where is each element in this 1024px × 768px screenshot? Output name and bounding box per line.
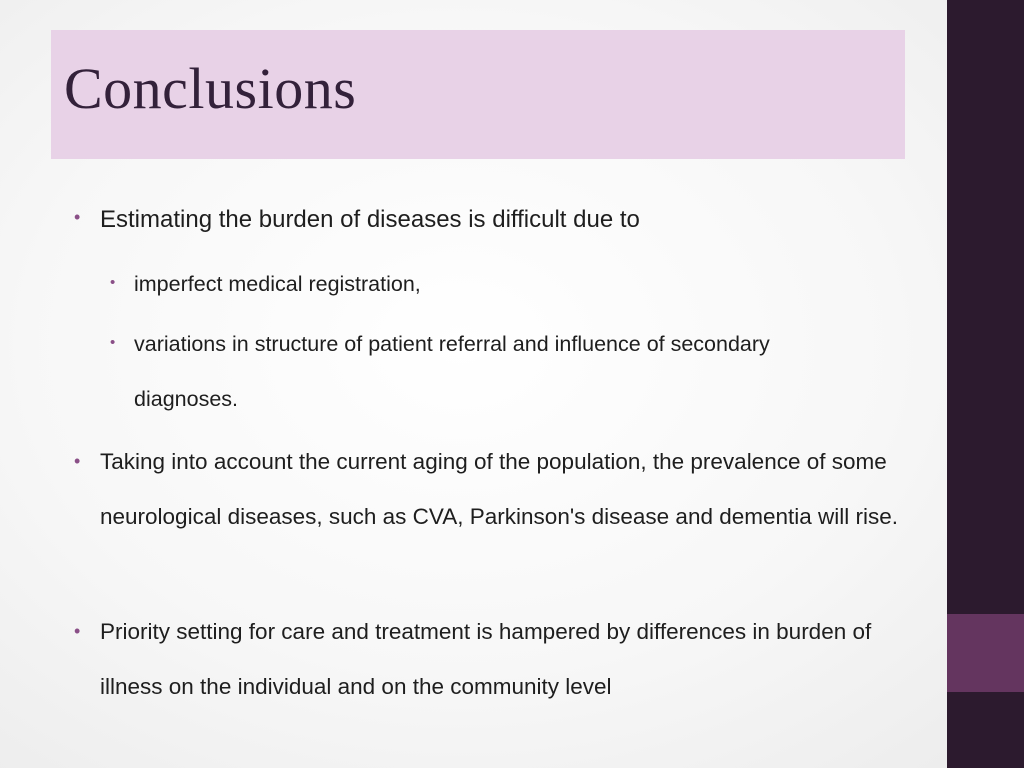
sub-bullet-item xyxy=(110,257,904,312)
bullet-dot-icon: • xyxy=(74,451,81,471)
sub-bullet-item xyxy=(110,317,854,427)
bullet-text: Estimating the burden of diseases is difficult due to xyxy=(100,206,640,233)
slide-title: Conclusions xyxy=(64,56,357,121)
bullet-text: variations in structure of patient referral and influence of secondary diagnoses. xyxy=(134,332,770,411)
sidebar-accent-block xyxy=(947,614,1024,692)
bullet-dot-icon: • xyxy=(74,621,81,641)
bullet-dot-icon: • xyxy=(110,274,116,291)
bullet-text: imperfect medical registration, xyxy=(134,272,421,296)
bullet-item xyxy=(74,192,900,247)
bullet-text: Taking into account the current aging of the population, the prevalence of some neurological diseases, such as CVA, Parkinson's disease and dementia will rise. xyxy=(100,449,899,529)
bullet-dot-icon: • xyxy=(110,334,116,351)
bullet-dot-icon: • xyxy=(74,207,81,227)
bullet-item xyxy=(74,434,900,544)
bullet-text: Priority setting for care and treatment is hampered by differences in burden of illness on the individual and on the community level xyxy=(100,619,872,699)
bullet-item xyxy=(74,604,910,714)
